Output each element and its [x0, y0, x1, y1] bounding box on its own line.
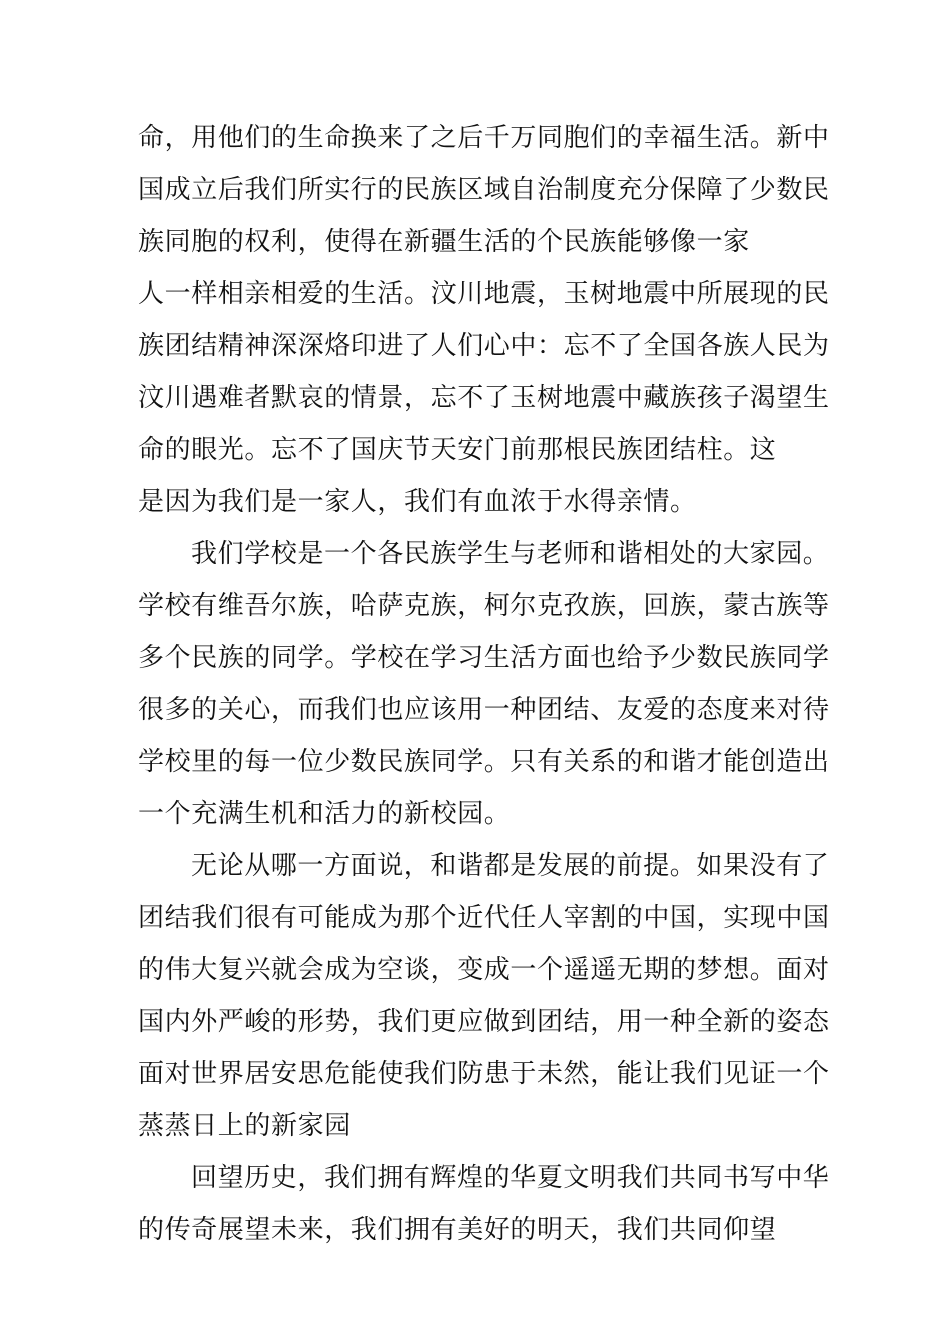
paragraph-start-line: 无论从哪一方面说，和谐都是发展的前提。如果没有了 [191, 851, 830, 881]
text-line: 一个充满生机和活力的新校园。 [138, 799, 511, 829]
text-line: 的传奇展望未来，我们拥有美好的明天，我们共同仰望 [138, 1215, 777, 1245]
text-line: 族团结精神深深烙印进了人们心中：忘不了全国各族人民为 [138, 331, 830, 361]
text-line: 命，用他们的生命换来了之后千万同胞们的幸福生活。新中 [138, 123, 830, 153]
text-line: 很多的关心，而我们也应该用一种团结、友爱的态度来对待 [138, 695, 830, 725]
text-line: 学校有维吾尔族，哈萨克族，柯尔克孜族，回族，蒙古族等 [138, 591, 830, 621]
paragraph-start-line: 我们学校是一个各民族学生与老师和谐相处的大家园。 [191, 539, 830, 569]
text-line: 团结我们很有可能成为那个近代任人宰割的中国，实现中国 [138, 903, 830, 933]
text-line: 汶川遇难者默哀的情景，忘不了玉树地震中藏族孩子渴望生 [138, 383, 830, 413]
document-body [138, 112, 830, 1256]
text-line: 蒸蒸日上的新家园 [138, 1111, 351, 1141]
text-line: 的伟大复兴就会成为空谈，变成一个遥遥无期的梦想。面对 [138, 955, 830, 985]
text-line: 面对世界居安思危能使我们防患于未然，能让我们见证一个 [138, 1059, 830, 1089]
text-line: 国内外严峻的形势，我们更应做到团结，用一种全新的姿态 [138, 1007, 830, 1037]
text-line: 学校里的每一位少数民族同学。只有关系的和谐才能创造出 [138, 747, 830, 777]
text-line: 国成立后我们所实行的民族区域自治制度充分保障了少数民 [138, 175, 830, 205]
text-line: 人一样相亲相爱的生活。汶川地震，玉树地震中所展现的民 [138, 279, 830, 309]
text-line: 命的眼光。忘不了国庆节天安门前那根民族团结柱。这 [138, 435, 777, 465]
paragraph-start-line: 回望历史，我们拥有辉煌的华夏文明我们共同书写中华 [191, 1163, 830, 1193]
text-line: 族同胞的权利，使得在新疆生活的个民族能够像一家 [138, 227, 750, 257]
text-line: 是因为我们是一家人，我们有血浓于水得亲情。 [138, 487, 697, 517]
text-line: 多个民族的同学。学校在学习生活方面也给予少数民族同学 [138, 643, 830, 673]
